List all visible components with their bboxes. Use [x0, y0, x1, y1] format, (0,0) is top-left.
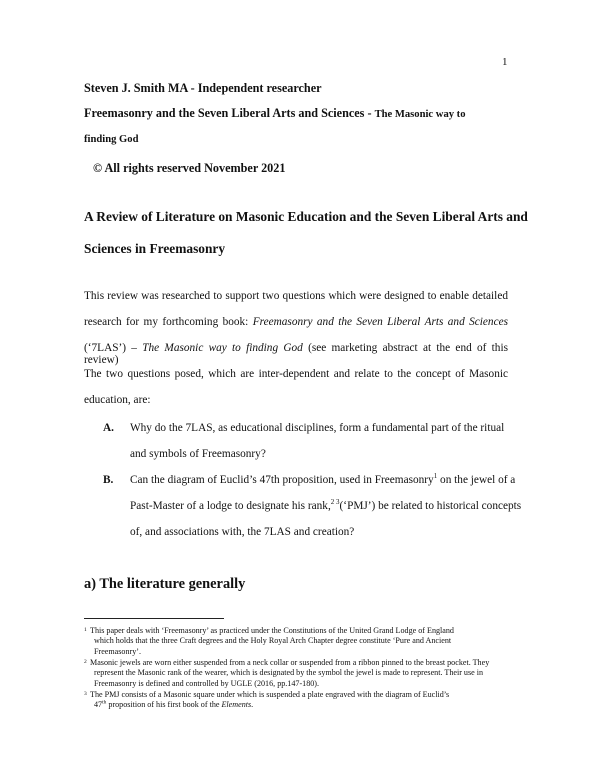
- intro-line: research for my forthcoming book: Freemasonry and the Seven Liberal Arts and Sciences: [84, 316, 509, 328]
- title-subtitle-cont: finding God: [84, 134, 139, 145]
- footnote-ref[interactable]: 2 3: [330, 498, 340, 507]
- question-text: Past-Master of a lodge to designate his rank,$^{2 3}$(‘PMJ’) be related to historical concepts: [130, 498, 522, 512]
- question-label: A.: [103, 422, 114, 434]
- intro-line: The two questions posed, which are inter-dependent and relate to the concept of Masonic: [84, 368, 508, 380]
- intro-line: This review was researched to support two questions which were designed to enable detailed: [84, 290, 508, 302]
- footnote-number: 3: [84, 691, 87, 697]
- footnote-divider: [84, 618, 224, 619]
- author-line: Steven J. Smith MA - Independent researcher: [84, 81, 322, 95]
- subsection-heading: a) The literature generally: [84, 576, 246, 592]
- footnote-text: The PMJ consists of a Masonic square under which is suspended a plate engraved with the diagram of Euclid’s 47th proposition of his first book of the Elements.: [90, 690, 450, 710]
- title-subtitle: The Masonic way to: [374, 109, 466, 120]
- intro-line: education, are:: [84, 394, 151, 406]
- document-title: [84, 106, 466, 121]
- footnote-number: 2: [84, 659, 87, 665]
- copyright-notice: © All rights reserved November 2021: [93, 161, 286, 175]
- question-text: Why do the 7LAS, as educational disciplines, form a fundamental part of the ritual: [130, 422, 505, 434]
- question-text: of, and associations with, the 7LAS and creation?: [130, 526, 355, 538]
- section-title-line2: Sciences in Freemasonry: [84, 241, 226, 256]
- book-subtitle-italic: The Masonic way to finding God: [142, 342, 303, 354]
- question-text: Can the diagram of Euclid’s 47th proposition, used in Freemasonry$^1$ on the jewel of a: [130, 472, 516, 486]
- title-main: Freemasonry and the Seven Liberal Arts and Sciences -: [84, 106, 375, 120]
- page-number: 1: [502, 56, 508, 68]
- footnote-number: 1: [84, 627, 87, 633]
- footnote-text: Masonic jewels are worn either suspended from a neck collar or suspended from a ribbon pinned to the breast pocket. They represent the Masonic rank of the wearer, which is designated by the symbol the jewel is made to represent. Their use in Freemasonry is defined and controlled by UGLE (2016, pp.147-180).: [90, 658, 490, 688]
- book-title-italic: Freemasonry and the Seven Liberal Arts and Sciences: [252, 316, 509, 328]
- question-text: and symbols of Freemasonry?: [130, 448, 266, 460]
- question-label: B.: [103, 474, 114, 486]
- footnote-text: This paper deals with ‘Freemasonry’ as practiced under the Constitutions of the United Grand Lodge of England which holds that the three Craft degrees and the Holy Royal Arch Chapter degree constitute ‘Pure and Ancient Freemasonry’.: [90, 626, 454, 656]
- intro-line: (‘7LAS’) – The Masonic way to finding God (see marketing abstract at the end of this review): [84, 342, 508, 366]
- footnote-ref[interactable]: 1: [433, 472, 438, 481]
- section-title-line1: A Review of Literature on Masonic Education and the Seven Liberal Arts and: [84, 209, 528, 224]
